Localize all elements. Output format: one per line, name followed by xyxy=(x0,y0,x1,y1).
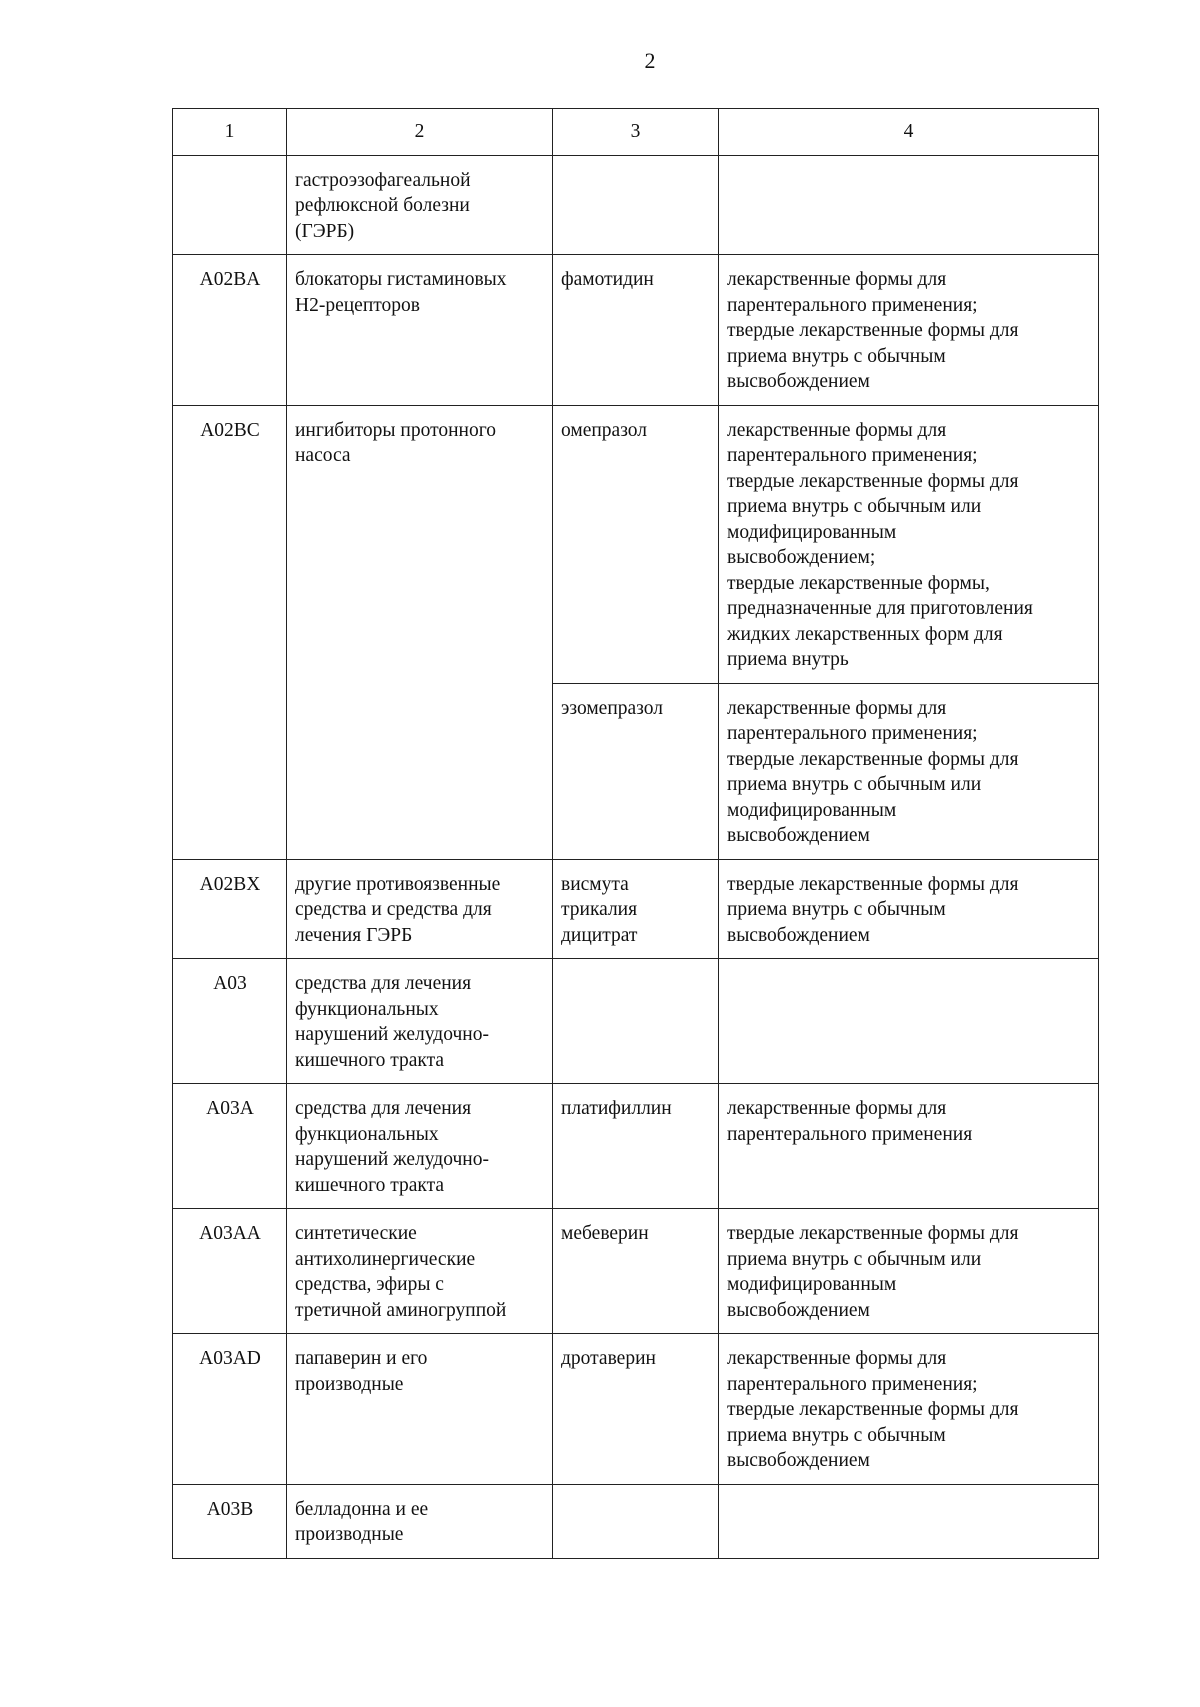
dosage-forms: лекарственные формы для парентерального применения; твердые лекарственные формы для приема внутрь с обычным или модифицированным высвобождением; твердые лекарственные формы, предназначенные для приготовления жидких лекарственных форм для приема внутрь xyxy=(727,419,1033,670)
atc-code: A03AA xyxy=(199,1223,261,1244)
atc-code: A03 xyxy=(213,973,247,994)
atc-code-cell xyxy=(173,255,287,406)
atc-code-cell xyxy=(173,959,287,1084)
group-cell xyxy=(287,1084,553,1209)
forms-cell xyxy=(719,683,1099,859)
dosage-forms: лекарственные формы для парентерального применения xyxy=(727,1098,973,1145)
group-name: ингибиторы протонного насоса xyxy=(295,419,496,466)
forms-cell xyxy=(719,405,1099,683)
group-name: другие противоязвенные средства и средства для лечения ГЭРБ xyxy=(295,873,501,946)
column-header: 2 xyxy=(287,109,553,156)
group-name: гастроэзофагеальной рефлюксной болезни (ГЭРБ) xyxy=(295,169,471,242)
drug-name: эзомепразол xyxy=(561,697,663,719)
forms-cell xyxy=(719,959,1099,1084)
drug-cell xyxy=(553,405,719,683)
table-row xyxy=(173,155,1099,255)
drug-cell xyxy=(553,1209,719,1334)
table-row xyxy=(173,859,1099,959)
atc-code: A02BC xyxy=(200,419,260,441)
group-cell xyxy=(287,1334,553,1485)
atc-code: A03B xyxy=(206,1498,254,1520)
header-row xyxy=(173,109,1099,156)
drug-name: висмута трикалия дицитрат xyxy=(561,873,638,946)
table-row xyxy=(173,1084,1099,1209)
atc-code-cell xyxy=(173,1209,287,1334)
column-header: 4 xyxy=(719,109,1099,156)
dosage-forms: лекарственные формы для парентерального применения; твердые лекарственные формы для приема внутрь с обычным высвобождением xyxy=(727,1348,1019,1471)
table-row xyxy=(173,1334,1099,1485)
drug-name: дротаверин xyxy=(561,1348,656,1369)
atc-code: A02BX xyxy=(199,873,261,895)
forms-cell xyxy=(719,1209,1099,1334)
forms-cell xyxy=(719,155,1099,255)
drug-name: мебеверин xyxy=(561,1223,649,1244)
drug-name: омепразол xyxy=(561,419,648,441)
table-row xyxy=(173,959,1099,1084)
group-cell xyxy=(287,1484,553,1558)
table-row xyxy=(173,1484,1099,1558)
forms-cell xyxy=(719,859,1099,959)
group-cell xyxy=(287,859,553,959)
group-cell xyxy=(287,155,553,255)
drug-cell xyxy=(553,1334,719,1485)
drug-name: платифиллин xyxy=(561,1098,672,1119)
drug-cell xyxy=(553,255,719,406)
drug-table xyxy=(172,108,1099,1559)
atc-code: A03A xyxy=(206,1098,254,1119)
dosage-forms: твердые лекарственные формы для приема внутрь с обычным или модифицированным высвобождением xyxy=(727,1223,1019,1321)
page-number: 2 xyxy=(644,48,656,73)
atc-code-cell xyxy=(173,1484,287,1558)
drug-cell xyxy=(553,959,719,1084)
atc-code-cell xyxy=(173,1084,287,1209)
group-cell xyxy=(287,959,553,1084)
group-name: средства для лечения функциональных нарушений желудочно- кишечного тракта xyxy=(295,973,489,1071)
table-row xyxy=(173,255,1099,406)
group-cell xyxy=(287,405,553,859)
forms-cell xyxy=(719,1334,1099,1485)
table-row xyxy=(173,1209,1099,1334)
atc-code: A02BA xyxy=(199,269,261,290)
drug-cell xyxy=(553,155,719,255)
dosage-forms: твердые лекарственные формы для приема внутрь с обычным высвобождением xyxy=(727,873,1019,946)
column-header: 3 xyxy=(553,109,719,156)
dosage-forms: лекарственные формы для парентерального применения; твердые лекарственные формы для приема внутрь с обычным высвобождением xyxy=(727,269,1019,392)
column-header: 1 xyxy=(173,109,287,156)
group-name: блокаторы гистаминовых H2-рецепторов xyxy=(295,269,507,316)
atc-code-cell xyxy=(173,859,287,959)
drug-cell xyxy=(553,1084,719,1209)
group-name: средства для лечения функциональных нарушений желудочно- кишечного тракта xyxy=(295,1098,489,1196)
drug-cell xyxy=(553,683,719,859)
group-cell xyxy=(287,255,553,406)
atc-code-cell xyxy=(173,155,287,255)
atc-code: A03AD xyxy=(199,1348,261,1369)
table-row xyxy=(173,405,1099,683)
forms-cell xyxy=(719,1084,1099,1209)
forms-cell xyxy=(719,255,1099,406)
group-name: папаверин и его производные xyxy=(295,1348,428,1395)
drug-name: фамотидин xyxy=(561,269,654,290)
group-cell xyxy=(287,1209,553,1334)
group-name: белладонна и ее производные xyxy=(295,1498,429,1545)
drug-cell xyxy=(553,1484,719,1558)
group-name: синтетические антихолинергические средства, эфиры с третичной аминогруппой xyxy=(295,1223,507,1321)
atc-code-cell xyxy=(173,405,287,859)
drug-cell xyxy=(553,859,719,959)
dosage-forms: лекарственные формы для парентерального применения; твердые лекарственные формы для приема внутрь с обычным или модифицированным высвобождением xyxy=(727,697,1019,846)
atc-code-cell xyxy=(173,1334,287,1485)
forms-cell xyxy=(719,1484,1099,1558)
